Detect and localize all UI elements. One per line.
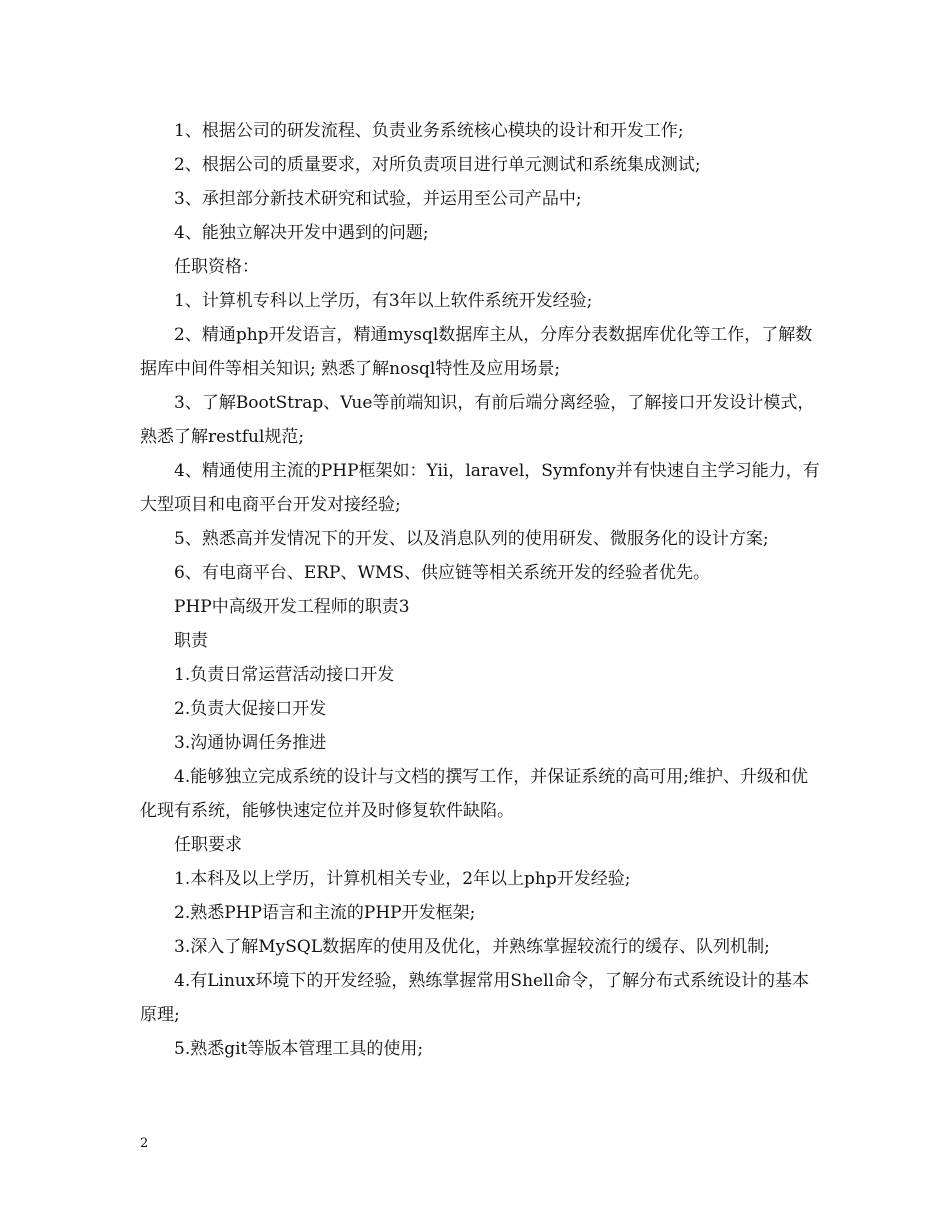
section-heading: 职责 [174,631,208,651]
paragraph: 1.负责日常运营活动接口开发 [174,665,395,685]
document-body [140,114,822,1066]
paragraph: 3、承担部分新技术研究和试验，并运用至公司产品中; [174,189,582,209]
section-heading: 任职要求 [174,835,242,855]
paragraph: 2.负责大促接口开发 [174,699,327,719]
paragraph: 5、熟悉高并发情况下的开发、以及消息队列的使用研发、微服务化的设计方案; [174,529,769,549]
page-number: 2 [140,1136,149,1151]
section-heading: 任职资格： [174,257,259,277]
paragraph: 3.深入了解MySQL数据库的使用及优化，并熟练掌握较流行的缓存、队列机制; [174,937,770,957]
paragraph: 4.有Linux环境下的开发经验，熟练掌握常用Shell命令，了解分布式系统设计的基本原理; [140,971,809,1025]
paragraph: 3、了解BootStrap、Vue等前端知识，有前后端分离经验，了解接口开发设计模式，熟悉了解restful规范; [140,393,815,447]
paragraph: 2.熟悉PHP语言和主流的PHP开发框架; [174,903,476,923]
paragraph: 1.本科及以上学历，计算机相关专业，2年以上php开发经验; [174,869,631,889]
paragraph: 6、有电商平台、ERP、WMS、供应链等相关系统开发的经验者优先。 [174,563,710,583]
paragraph: 4、精通使用主流的PHP框架如：Yii，laravel，Symfony并有快速自主学习能力，有大型项目和电商平台开发对接经验; [140,461,820,515]
paragraph: 5.熟悉git等版本管理工具的使用; [174,1039,424,1059]
paragraph: 3.沟通协调任务推进 [174,733,327,753]
section-title: PHP中高级开发工程师的职责3 [174,597,410,617]
paragraph: 2、精通php开发语言，精通mysql数据库主从，分库分表数据库优化等工作，了解数据库中间件等相关知识; 熟悉了解nosql特性及应用场景; [140,325,813,379]
paragraph: 4、能独立解决开发中遇到的问题; [174,223,429,243]
paragraph: 1、根据公司的研发流程、负责业务系统核心模块的设计和开发工作; [174,121,684,141]
paragraph: 4.能够独立完成系统的设计与文档的撰写工作，并保证系统的高可用;维护、升级和优化现有系统，能够快速定位并及时修复软件缺陷。 [140,767,808,821]
paragraph: 1、计算机专科以上学历，有3年以上软件系统开发经验; [174,291,593,311]
paragraph: 2、根据公司的质量要求，对所负责项目进行单元测试和系统集成测试; [174,155,701,175]
